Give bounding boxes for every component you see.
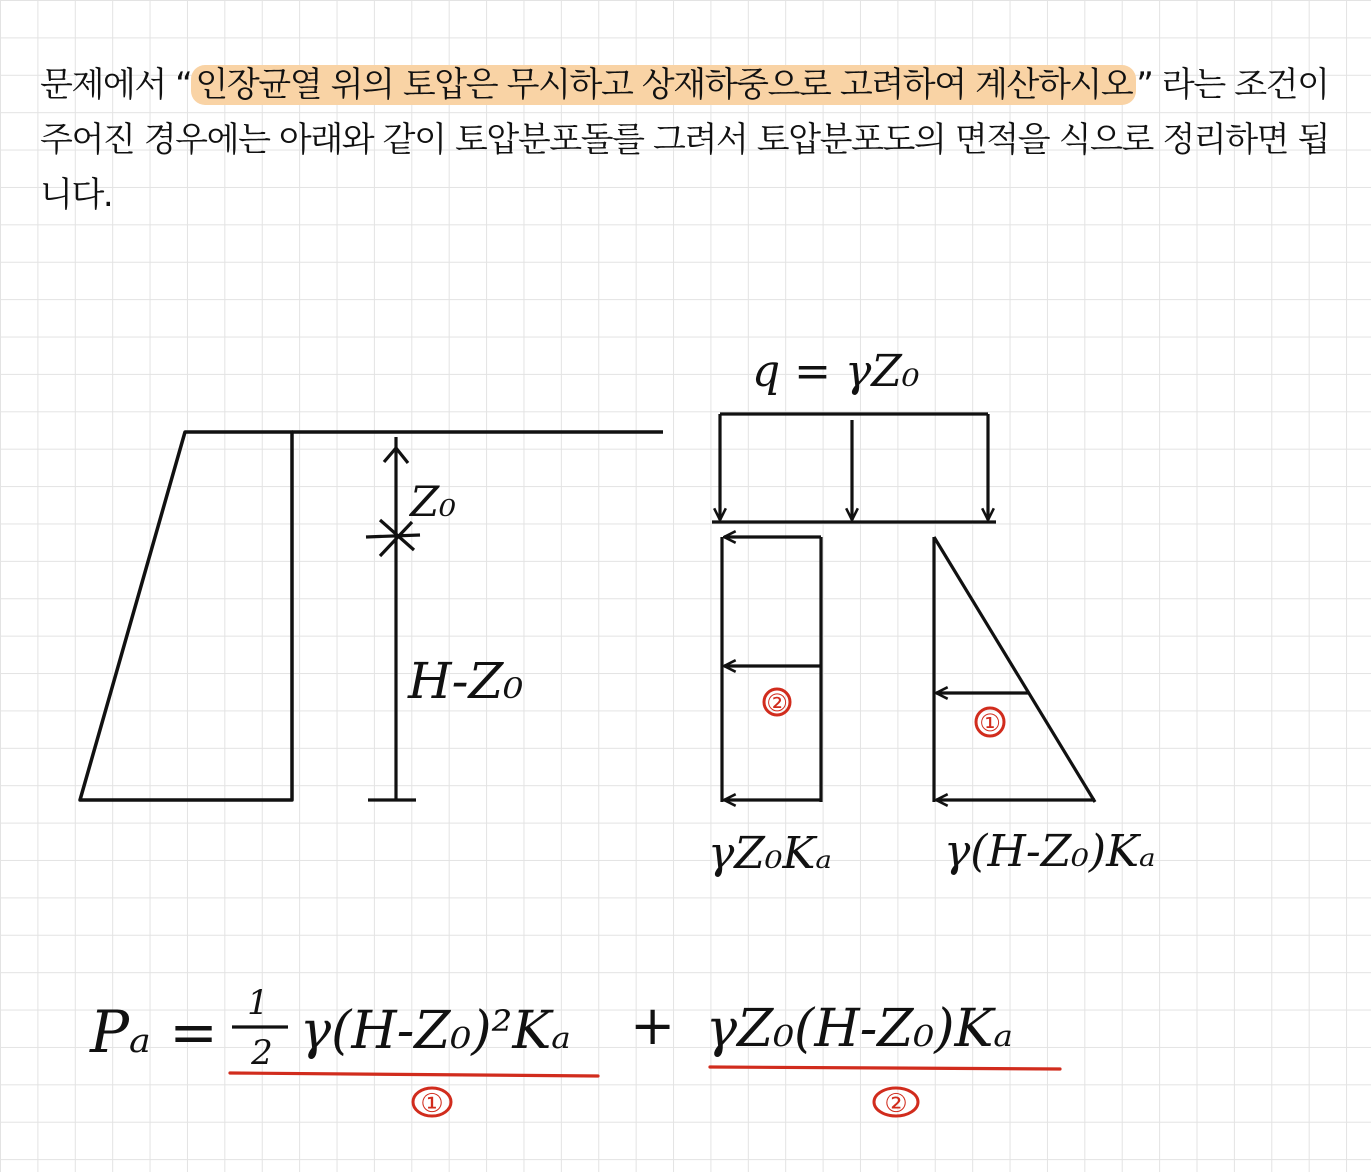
- formula-lhs: Pₐ =: [90, 998, 218, 1066]
- surcharge-label: q = γZ₀: [752, 346, 920, 397]
- triangle-hypotenuse: [934, 537, 1095, 802]
- term2-underline: [710, 1067, 1060, 1069]
- rect-bottom-label: γZ₀Kₐ: [708, 828, 832, 879]
- intro-highlight: 인장균열 위의 토압은 무시하고 상재하중으로 고려하여 계산하시오: [191, 65, 1136, 105]
- term1-underline: [230, 1073, 598, 1076]
- term1-marker: ①: [420, 1089, 444, 1119]
- formula-term1: γ(H-Z₀)²Kₐ: [300, 1001, 571, 1061]
- intro-suffix: ” 라는 조건이 주어진 경우에는 아래와 같이 토압분포돌를 그려서 토압분포도의 면적을 식으로 정리하면 됩니다.: [40, 65, 1329, 215]
- triangle-marker: ①: [979, 709, 1001, 737]
- rect-marker: ②: [766, 689, 788, 717]
- formula: [89, 983, 1060, 1119]
- surcharge-load-block: [712, 414, 996, 522]
- h-minus-z0-label: H-Z₀: [408, 652, 524, 710]
- rect-pressure-diagram: [722, 537, 821, 802]
- formula-fraction-denominator: 2: [251, 1033, 273, 1073]
- wall-outline: [80, 432, 292, 800]
- z0-label: Z₀: [410, 477, 457, 526]
- intro-prefix: 문제에서 “: [40, 65, 192, 105]
- triangle-bottom-label: γ(H-Z₀)Kₐ: [944, 826, 1156, 877]
- triangle-pressure-diagram: [934, 537, 1095, 802]
- term2-marker: ②: [884, 1089, 908, 1119]
- formula-fraction-numerator: 1: [247, 983, 269, 1023]
- formula-term2: γZ₀(H-Z₀)Kₐ: [706, 999, 1013, 1059]
- retaining-wall: [80, 432, 663, 800]
- formula-plus: +: [630, 994, 676, 1057]
